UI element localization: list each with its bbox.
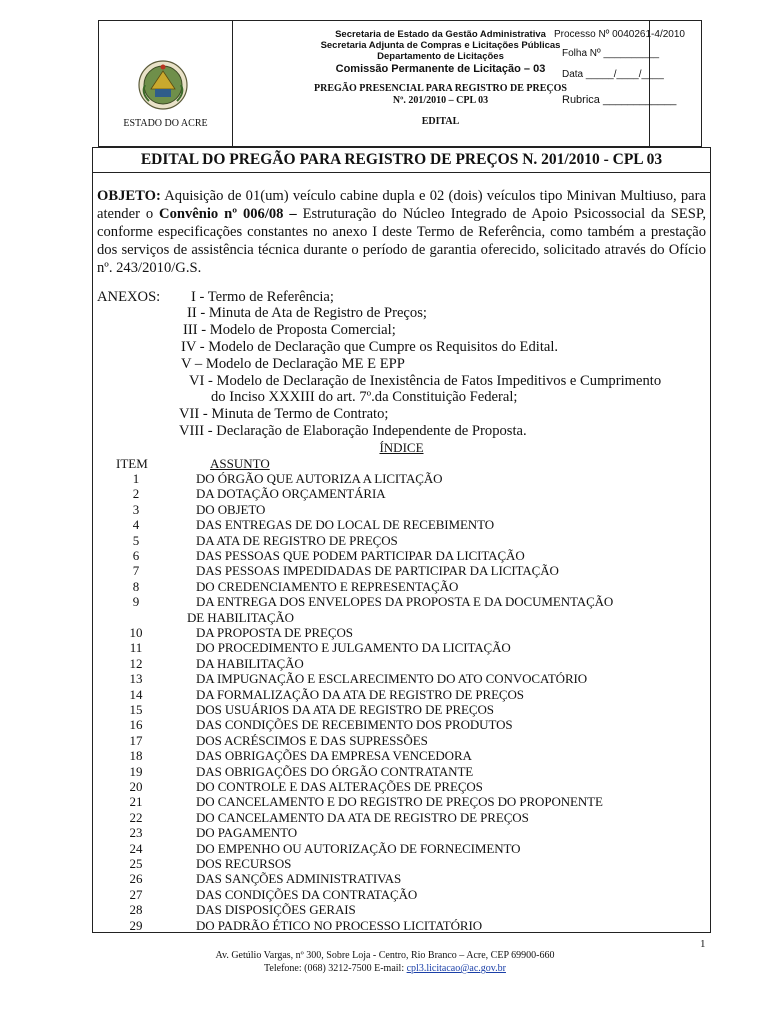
indice-row-subject: DOS RECURSOS [196,856,292,871]
indice-row-subject: DA IMPUGNAÇÃO E ESCLARECIMENTO DO ATO CONVOCATÓRIO [196,671,588,687]
folha-field: Folha Nº __________ [562,48,660,59]
header-line-adjunta: Secretaria Adjunta de Compras e Licitações Públicas [320,40,561,51]
indice-row-subject: DA DOTAÇÃO ORÇAMENTÁRIA [196,486,386,502]
indice-row-number: 8 [132,578,140,594]
indice-row-subject: DAS PESSOAS IMPEDIDADAS DE PARTICIPAR DA LICITAÇÃO [196,563,559,579]
header-line-edital: EDITAL [421,116,460,127]
footer-contact [0,963,770,974]
indice-row-subject: DA ENTREGA DOS ENVELOPES DA PROPOSTA E DA DOCUMENTAÇÃO [196,594,614,610]
data-field: Data _____/____/____ [562,69,664,80]
objeto-paragraph [97,187,706,277]
indice-row-number: 19 [129,763,143,779]
indice-row-number: 13 [129,671,143,687]
indice-row-subject: DO PADRÃO ÉTICO NO PROCESSO LICITATÓRIO [196,917,483,933]
indice-row-number: 3 [132,501,140,517]
indice-row-number: 5 [132,532,140,548]
indice-row-subject: DAS OBRIGAÇÕES DA EMPRESA VENCEDORA [196,748,472,764]
indice-row-subject: DAS SANÇÕES ADMINISTRATIVAS [196,871,402,887]
page-number: 1 [700,938,706,950]
objeto-text-part1: Aquisição de 01(um) veículo cabine dupla e 02 (dois) veículos tipo Minivan Multiuso, para atender o [97,188,706,222]
indice-row-subject: DOS USUÁRIOS DA ATA DE REGISTRO DE PREÇOS [196,702,494,717]
anexo-item-continuation: do Inciso XXXIII do art. 7º.da Constituição Federal; [211,389,518,405]
indice-row-number: 11 [129,640,143,656]
indice-row-number: 15 [129,702,143,717]
indice-row-subject: DE HABILITAÇÃO [187,609,294,625]
indice-row-subject: DO PAGAMENTO [196,825,298,841]
indice-row-subject: DO EMPENHO OU AUTORIZAÇÃO DE FORNECIMENTO [196,840,521,856]
anexo-item: II - Minuta de Ata de Registro de Preços; [187,305,427,321]
indice-row-number: 16 [129,717,143,733]
indice-row-subject: DAS DISPOSIÇÕES GERAIS [196,902,356,918]
indice-row-number: 1 [132,471,140,486]
indice-row-number: 7 [132,563,140,579]
anexo-item: VI - Modelo de Declaração de Inexistência de Fatos Impeditivos e Cumprimento [189,373,662,389]
state-seal-icon [137,59,189,111]
indice-row-number: 25 [129,856,143,871]
indice-row-subject: DO PROCEDIMENTO E JULGAMENTO DA LICITAÇÃO [196,640,511,656]
indice-row-subject: DAS CONDIÇÕES DA CONTRATAÇÃO [196,886,418,902]
indice-row-subject: DAS ENTREGAS DE DO LOCAL DE RECEBIMENTO [196,517,494,533]
indice-row-number: 23 [129,825,143,841]
indice-row-number: 10 [129,625,143,640]
indice-row-number: 9 [132,594,140,610]
header-logo-cell [99,21,233,146]
indice-col-assunto: ASSUNTO [210,456,270,471]
indice-row-number: 14 [129,686,143,702]
indice-row-subject: DAS OBRIGAÇÕES DO ÓRGÃO CONTRATANTE [196,763,474,779]
indice-row-subject: DAS CONDIÇÕES DE RECEBIMENTO DOS PRODUTOS [196,717,513,733]
indice-row-subject: DO ÓRGÃO QUE AUTORIZA A LICITAÇÃO [196,471,443,486]
indice-row-subject: DO CREDENCIAMENTO E REPRESENTAÇÃO [196,578,459,594]
indice-heading: ÍNDICE [379,440,424,455]
indice-row-number: 28 [129,902,143,918]
indice-row-subject: DA HABILITAÇÃO [196,655,304,671]
anexo-item: I - Termo de Referência; [191,289,334,305]
page-title: EDITAL DO PREGÃO PARA REGISTRO DE PREÇOS N. 201/2010 - CPL 03 [140,151,663,168]
indice-row-number: 18 [129,748,143,764]
header-line-pregao: PREGÃO PRESENCIAL PARA REGISTRO DE PREÇOS [314,83,567,94]
indice-row-number: 21 [129,794,143,810]
anexo-item: V – Modelo de Declaração ME E EPP [181,356,405,372]
title-divider [92,172,711,173]
indice-row-number: 17 [129,732,143,748]
objeto-label: OBJETO: [97,188,161,204]
footer-address: Av. Getúlio Vargas, nº 300, Sobre Loja - Centro, Rio Branco – Acre, CEP 69900-660 [215,950,555,961]
footer-email-link[interactable]: cpl3.licitacao@ac.gov.br [406,963,506,974]
indice-row-subject: DOS ACRÉSCIMOS E DAS SUPRESSÕES [196,732,428,748]
objeto-text-part2: Estruturação do Núcleo Integrado de Apoio Psicossocial da SESP, conforme especificações constantes no anexo I deste Termo de Referência, como também a prestação dos serviços de assistência técnica durante o período de garantia oferecido, solicitado através do Ofício nº. 243/2010/G.S. [97,206,706,276]
document-header [98,20,702,147]
convenio-reference: Convênio nº 006/08 – [159,206,297,222]
indice-row-number: 4 [132,517,140,533]
indice-row-number: 12 [129,655,143,671]
indice-row-number: 6 [132,548,140,563]
indice-row-subject: DA PROPOSTA DE PREÇOS [196,625,353,640]
header-line-comissao: Comissão Permanente de Licitação – 03 [335,63,546,75]
anexo-item: VII - Minuta de Termo de Contrato; [179,406,389,422]
header-line-secretaria: Secretaria de Estado da Gestão Administrativa [335,29,546,40]
footer-phone: Telefone: (068) 3212-7500 E-mail: [264,963,407,974]
indice-row-number: 24 [129,840,143,856]
indice-row-number: 27 [129,886,143,902]
indice-row-number: 29 [129,917,143,933]
indice-row-subject: DO CONTROLE E DAS ALTERAÇÕES DE PREÇOS [196,779,483,794]
indice-col-item: ITEM [116,456,148,471]
indice-row-subject: DA FORMALIZAÇÃO DA ATA DE REGISTRO DE PREÇOS [196,686,524,702]
indice-row-subject: DA ATA DE REGISTRO DE PREÇOS [196,532,398,548]
indice-row-number: 22 [129,809,143,825]
indice-row-number: 20 [129,779,143,794]
anexo-item: VIII - Declaração de Elaboração Independente de Proposta. [179,423,527,439]
anexo-item: III - Modelo de Proposta Comercial; [183,322,396,338]
indice-row-number: 26 [129,871,143,887]
header-line-departamento: Departamento de Licitações [377,51,504,62]
processo-number: Processo Nº 0040261-4/2010 [554,29,685,40]
indice-row-number: 2 [132,486,140,502]
anexo-item: IV - Modelo de Declaração que Cumpre os Requisitos do Edital. [181,339,559,355]
header-line-numero: Nº. 201/2010 – CPL 03 [392,95,489,106]
indice-row-subject: DO CANCELAMENTO E DO REGISTRO DE PREÇOS DO PROPONENTE [196,794,603,810]
indice-row-subject: DAS PESSOAS QUE PODEM PARTICIPAR DA LICITAÇÃO [196,548,525,563]
anexos-label: ANEXOS: [97,289,161,305]
indice-row-subject: DO CANCELAMENTO DA ATA DE REGISTRO DE PREÇOS [196,809,529,825]
estado-label: ESTADO DO ACRE [123,118,208,129]
indice-row-subject: DO OBJETO [196,501,266,517]
rubrica-field: Rubrica ____________ [562,94,677,106]
